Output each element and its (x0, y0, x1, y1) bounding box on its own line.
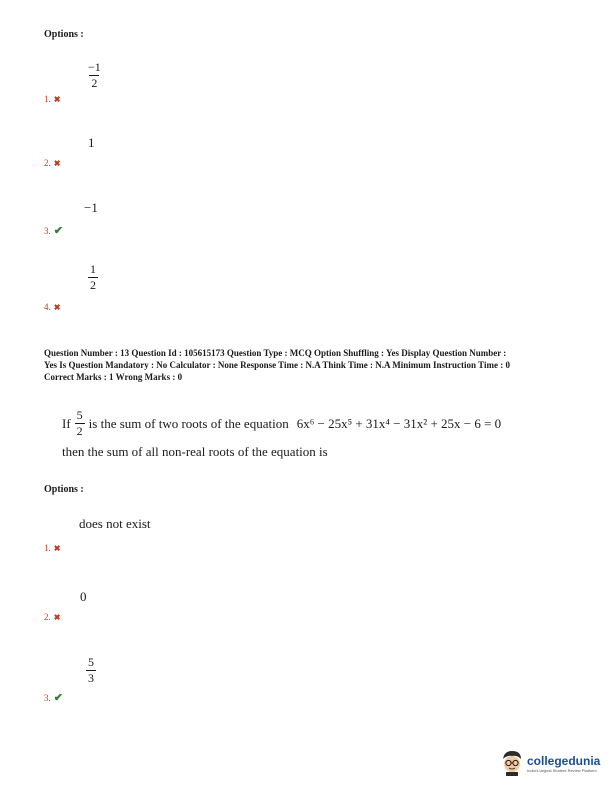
question-meta (44, 347, 584, 383)
option-value-q12-4 (88, 263, 98, 292)
option-number-text: 4. (44, 302, 51, 312)
option-number-text: 2. (44, 612, 51, 622)
denominator: 2 (91, 76, 98, 90)
option-number-q13-2 (44, 612, 60, 622)
denominator: 3 (88, 671, 94, 685)
logo-name: collegedunia (527, 753, 601, 768)
checkmark-icon: ✔ (53, 692, 63, 704)
question-mid: is the sum of two roots of the equation (88, 415, 289, 431)
option-value-q13-2: 0 (80, 589, 87, 604)
logo-text (527, 754, 600, 773)
logo-tagline: India's largest Student Review Platform (527, 767, 597, 773)
meta-line: Yes Is Question Mandatory : No Calculator : None Response Time : N.A Think Time : N.A Minimum Instruction Time : 0 (44, 360, 510, 370)
option-value-q12-3: −1 (84, 200, 98, 215)
option-number-q13-1 (44, 543, 60, 553)
option-number-q13-3 (44, 691, 63, 704)
option-number-q12-2 (44, 158, 60, 168)
option-number-text: 1. (44, 543, 51, 553)
numerator: 5 (88, 655, 94, 669)
numerator: 1 (90, 262, 96, 276)
cross-icon: ✖ (53, 543, 61, 553)
option-value-q12-1 (88, 61, 101, 90)
option-number-text: 3. (44, 225, 51, 236)
denominator: 2 (76, 424, 83, 438)
options-label-q13: Options : (44, 484, 84, 495)
option-number-q12-4 (44, 302, 60, 312)
cross-icon: ✖ (53, 612, 61, 622)
numerator: 5 (76, 408, 83, 422)
option-value-q13-3 (86, 656, 96, 685)
option-number-q12-3 (44, 224, 63, 237)
question-if: If (62, 415, 71, 431)
option-number-text: 3. (44, 692, 51, 703)
question-fraction (75, 409, 85, 438)
question-text-line1 (62, 409, 501, 438)
cross-icon: ✖ (53, 158, 61, 168)
numerator: −1 (88, 60, 101, 74)
equation: 6x⁶ − 25x⁵ + 31x⁴ − 31x² + 25x − 6 = 0 (296, 415, 502, 431)
option-value-q13-1: does not exist (79, 516, 151, 531)
meta-line: Correct Marks : 1 Wrong Marks : 0 (44, 372, 183, 382)
option-number-q12-1 (44, 94, 60, 104)
cross-icon: ✖ (53, 94, 61, 104)
option-number-text: 1. (44, 94, 51, 104)
option-number-text: 2. (44, 158, 51, 168)
mascot-icon (500, 750, 524, 776)
cross-icon: ✖ (53, 302, 61, 312)
collegedunia-logo (500, 750, 600, 776)
option-value-q12-2: 1 (88, 135, 95, 150)
denominator: 2 (90, 278, 96, 292)
meta-line: Question Number : 13 Question Id : 105615173 Question Type : MCQ Option Shuffling : Yes Display Question Number : (44, 348, 507, 358)
options-label-q12: Options : (44, 29, 84, 40)
question-text-line2: then the sum of all non-real roots of the equation is (62, 444, 328, 459)
checkmark-icon: ✔ (53, 225, 63, 237)
